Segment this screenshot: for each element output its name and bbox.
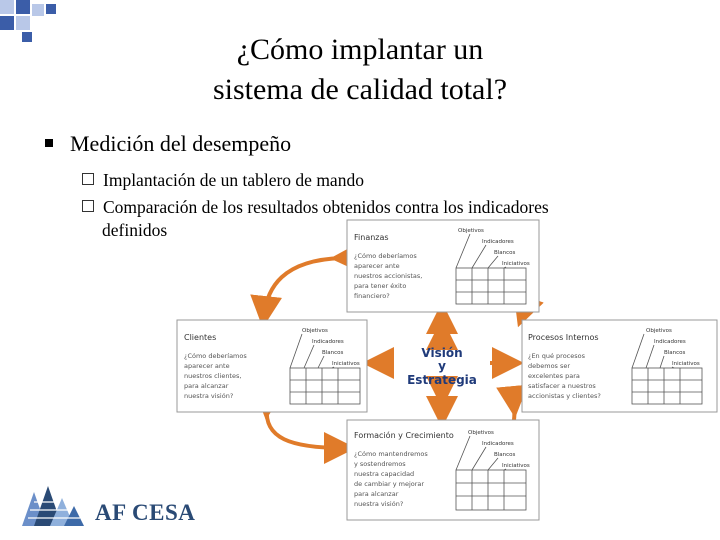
procesos-line-1: ¿En qué procesos bbox=[528, 352, 586, 360]
balanced-scorecard-diagram bbox=[172, 218, 601, 523]
title-line-2: sistema de calidad total? bbox=[212, 73, 508, 106]
title-line-1: ¿Cómo implantar un bbox=[236, 33, 484, 66]
clientes-col-objetivos: Objetivos bbox=[302, 328, 328, 334]
formacion-title: Formación y Crecimiento bbox=[354, 431, 454, 440]
procesos-line-2: debemos ser bbox=[528, 362, 571, 370]
sub-bullet-1-text: Implantación de un tablero de mando bbox=[103, 170, 364, 190]
clientes-line-1: ¿Cómo deberíamos bbox=[184, 352, 247, 360]
procesos-col-objetivos: Objetivos bbox=[646, 328, 672, 334]
center-line-3: Estrategia bbox=[407, 373, 477, 387]
finanzas-line-1: ¿Cómo deberíamos bbox=[354, 252, 417, 260]
sub-bullet-2 bbox=[82, 196, 549, 218]
finanzas-title: Finanzas bbox=[354, 233, 389, 242]
clientes-line-5: nuestra visión? bbox=[184, 392, 234, 400]
checkbox-bullet-icon bbox=[82, 200, 94, 212]
formacion-line-3: nuestra capacidad bbox=[354, 470, 415, 478]
procesos-columns bbox=[520, 318, 718, 418]
procesos-col-blancos: Blancos bbox=[664, 350, 686, 356]
clientes-line-2: aparecer ante bbox=[184, 362, 230, 370]
finanzas-col-objetivos: Objetivos bbox=[458, 228, 484, 234]
finanzas-line-3: nuestros accionistas, bbox=[354, 272, 423, 280]
finanzas-col-iniciativos: Iniciativos bbox=[502, 261, 530, 267]
main-bullet-text: Medición del desempeño bbox=[70, 131, 292, 156]
procesos-col-indicadores: Indicadores bbox=[654, 339, 686, 345]
sub-bullet-2-continuation: definidos bbox=[102, 220, 168, 240]
finanzas-line-2: aparecer ante bbox=[354, 262, 400, 270]
clientes-line-4: para alcanzar bbox=[184, 382, 229, 390]
center-line-2: y bbox=[438, 359, 446, 373]
formacion-line-1: ¿Cómo mantendremos bbox=[354, 450, 428, 458]
formacion-line-6: nuestra visión? bbox=[354, 500, 404, 508]
formacion-col-iniciativos: Iniciativos bbox=[502, 463, 530, 469]
procesos-title: Procesos Internos bbox=[528, 333, 599, 342]
clientes-title: Clientes bbox=[184, 333, 217, 342]
checkbox-bullet-icon bbox=[82, 173, 94, 185]
finanzas-line-4: para tener éxito bbox=[354, 282, 407, 290]
finanzas-col-indicadores: Indicadores bbox=[482, 239, 514, 245]
procesos-line-5: accionistas y clientes? bbox=[528, 392, 601, 400]
procesos-col-iniciativos: Iniciativos bbox=[672, 361, 700, 367]
formacion-line-5: para alcanzar bbox=[354, 490, 399, 498]
formacion-col-objetivos: Objetivos bbox=[468, 430, 494, 436]
clientes-box bbox=[177, 320, 367, 412]
clientes-col-blancos: Blancos bbox=[322, 350, 344, 356]
center-line-1: Visión bbox=[421, 346, 463, 360]
center-vision bbox=[407, 346, 477, 387]
formacion-col-indicadores: Indicadores bbox=[482, 441, 514, 447]
finanzas-line-5: financiero? bbox=[354, 292, 390, 300]
procesos-line-3: excelentes para bbox=[528, 372, 580, 380]
formacion-col-blancos: Blancos bbox=[494, 452, 516, 458]
clientes-col-iniciativos: Iniciativos bbox=[332, 361, 360, 367]
formacion-line-2: y sostendremos bbox=[354, 460, 406, 468]
procesos-line-4: satisfacer a nuestros bbox=[528, 382, 596, 390]
logo-text: AF CESA bbox=[95, 500, 196, 525]
finanzas-box bbox=[347, 220, 539, 312]
clientes-col-indicadores: Indicadores bbox=[312, 339, 344, 345]
formacion-line-4: de cambiar y mejorar bbox=[354, 480, 425, 488]
sub-bullet-1 bbox=[82, 169, 364, 191]
finanzas-col-blancos: Blancos bbox=[494, 250, 516, 256]
square-bullet-icon bbox=[45, 139, 53, 147]
slide-title bbox=[0, 30, 720, 110]
formacion-box bbox=[347, 420, 539, 520]
sub-bullet-2-text: Comparación de los resultados obtenidos contra los indicadores bbox=[103, 197, 549, 217]
clientes-line-3: nuestros clientes, bbox=[184, 372, 242, 380]
